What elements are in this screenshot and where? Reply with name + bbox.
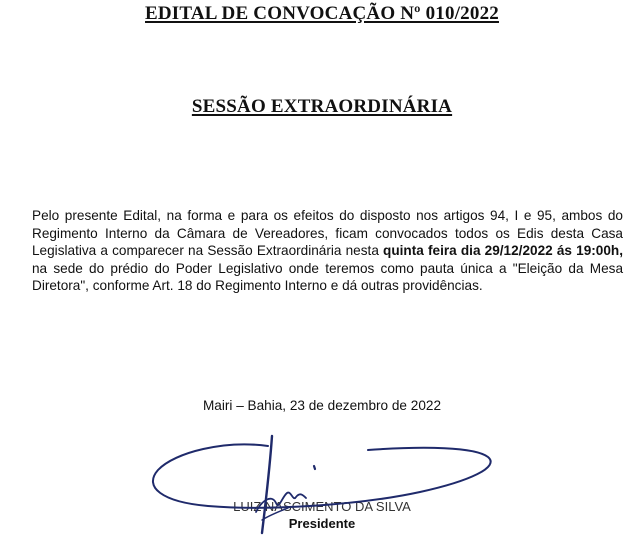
edital-title: EDITAL DE CONVOCAÇÃO Nº 010/2022: [145, 3, 499, 24]
paragraph-text-end: na sede do prédio do Poder Legislativo onde teremos como pauta única a "Eleição da Mesa Diretora", conforme Art. 18 do Regimento Interno e dá outras providências.: [32, 260, 623, 293]
convocation-paragraph: [32, 207, 623, 295]
signer-name: LUIZ NASCIMENTO DA SILVA: [233, 499, 411, 514]
signer-role: Presidente: [288, 516, 356, 531]
session-title: SESSÃO EXTRAORDINÁRIA: [191, 96, 453, 117]
session-date-highlight: quinta feira dia 29/12/2022 ás 19:00h,: [383, 243, 623, 258]
place-and-date: Mairi – Bahia, 23 de dezembro de 2022: [202, 398, 442, 413]
paragraph-text-start: Pelo presente Edital, na forma e para os efeitos do disposto nos artigos 94, I e 95, ambos do Regimento Interno da Câmara de Vereadores, ficam convocados todos os Edis desta Casa Legislativa a comparecer na Sessão Extraordinária nesta: [32, 208, 623, 258]
